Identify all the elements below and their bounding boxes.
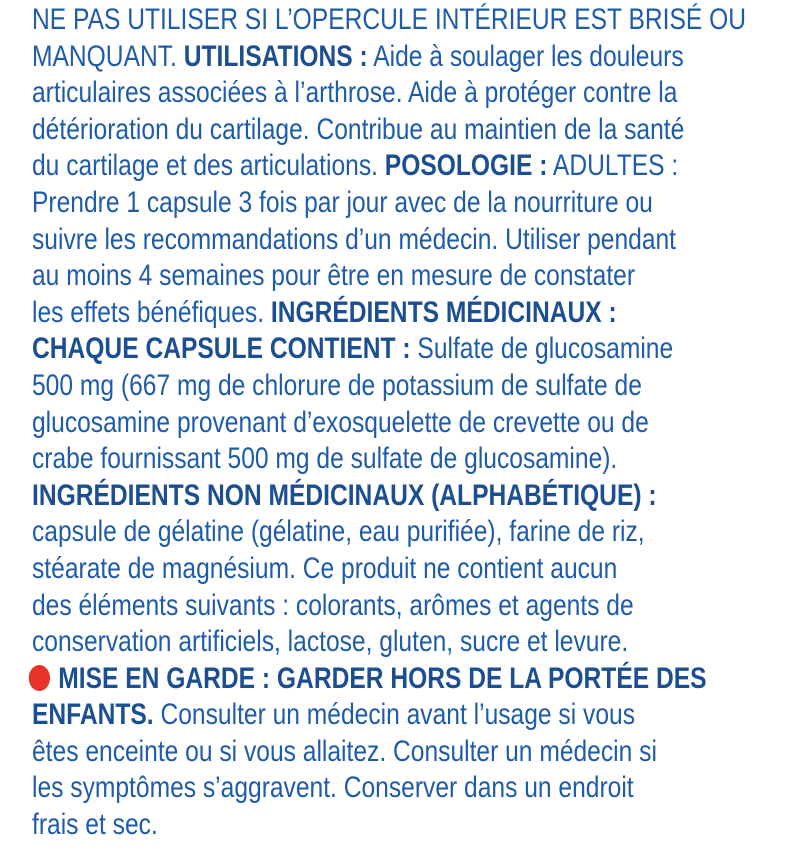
body-text: Consulter un médecin avant l’usage si vous <box>153 698 635 732</box>
body-text: articulaires associées à l’arthrose. Aide à protéger contre la <box>32 76 678 110</box>
text-line <box>32 551 655 588</box>
text-line <box>32 185 655 222</box>
text-line <box>32 734 655 771</box>
body-text: suivre les recommandations d’un médecin. Utiliser pendant <box>32 222 677 256</box>
text-line <box>32 148 679 185</box>
body-text: ADULTES : <box>547 149 679 183</box>
section-heading: ENFANTS. <box>32 698 154 732</box>
body-text: des éléments suivants : colorants, arômes et agents de <box>32 588 634 622</box>
body-text: crabe fournissant 500 mg de sulfate de glucosamine). <box>32 442 618 476</box>
text-line <box>32 405 655 442</box>
body-text: MANQUANT. <box>32 39 184 73</box>
text-line <box>32 295 655 332</box>
body-text: détérioration du cartilage. Contribue au maintien de la santé <box>32 112 685 146</box>
section-heading: INGRÉDIENTS MÉDICINAUX : <box>270 295 617 329</box>
section-heading: UTILISATIONS : <box>183 39 368 73</box>
text-line <box>32 222 677 259</box>
text-line <box>32 368 655 405</box>
body-text: 500 mg (667 mg de chlorure de potassium de sulfate de <box>32 368 642 402</box>
body-text: capsule de gélatine (gélatine, eau purifiée), farine de riz, <box>32 515 645 549</box>
text-line <box>32 39 684 76</box>
body-text: Prendre 1 capsule 3 fois par jour avec de la nourriture ou <box>32 185 653 219</box>
text-line <box>32 661 707 698</box>
section-heading: POSOLOGIE : <box>384 149 548 183</box>
body-text: Sulfate de glucosamine <box>410 332 674 366</box>
text-line <box>32 258 655 295</box>
text-line <box>32 441 655 478</box>
body-text: les effets bénéfiques. <box>32 295 271 329</box>
text-line <box>32 697 655 734</box>
body-text: êtes enceinte ou si vous allaitez. Consulter un médecin si <box>32 734 657 768</box>
text-line <box>32 331 674 368</box>
product-label-text <box>32 2 792 844</box>
section-heading: CHAQUE CAPSULE CONTIENT : <box>32 332 411 366</box>
warning-dot-icon <box>29 665 50 691</box>
text-line <box>32 514 655 551</box>
text-line <box>32 478 655 515</box>
text-line <box>32 807 655 844</box>
body-text: Aide à soulager les douleurs <box>367 39 684 73</box>
text-line <box>32 770 655 807</box>
text-line <box>32 624 655 661</box>
text-line <box>32 75 678 112</box>
section-heading: INGRÉDIENTS NON MÉDICINAUX (ALPHABÉTIQUE) : <box>32 478 657 512</box>
body-text: frais et sec. <box>32 808 158 842</box>
text-line <box>32 588 655 625</box>
section-heading: MISE EN GARDE : GARDER HORS DE LA PORTÉE DES <box>58 661 707 695</box>
body-text: conservation artificiels, lactose, gluten, sucre et levure. <box>32 625 629 659</box>
body-text: du cartilage et des articulations. <box>32 149 385 183</box>
text-line <box>32 2 747 39</box>
body-text: NE PAS UTILISER SI L’OPERCULE INTÉRIEUR EST BRISÉ OU <box>32 3 747 36</box>
body-text: glucosamine provenant d’exosquelette de crevette ou de <box>32 405 649 439</box>
body-text: stéarate de magnésium. Ce produit ne contient aucun <box>32 551 618 585</box>
text-line <box>32 112 685 149</box>
body-text: au moins 4 semaines pour être en mesure de constater <box>32 259 636 293</box>
body-text: les symptômes s’aggravent. Conserver dans un endroit <box>32 771 634 805</box>
